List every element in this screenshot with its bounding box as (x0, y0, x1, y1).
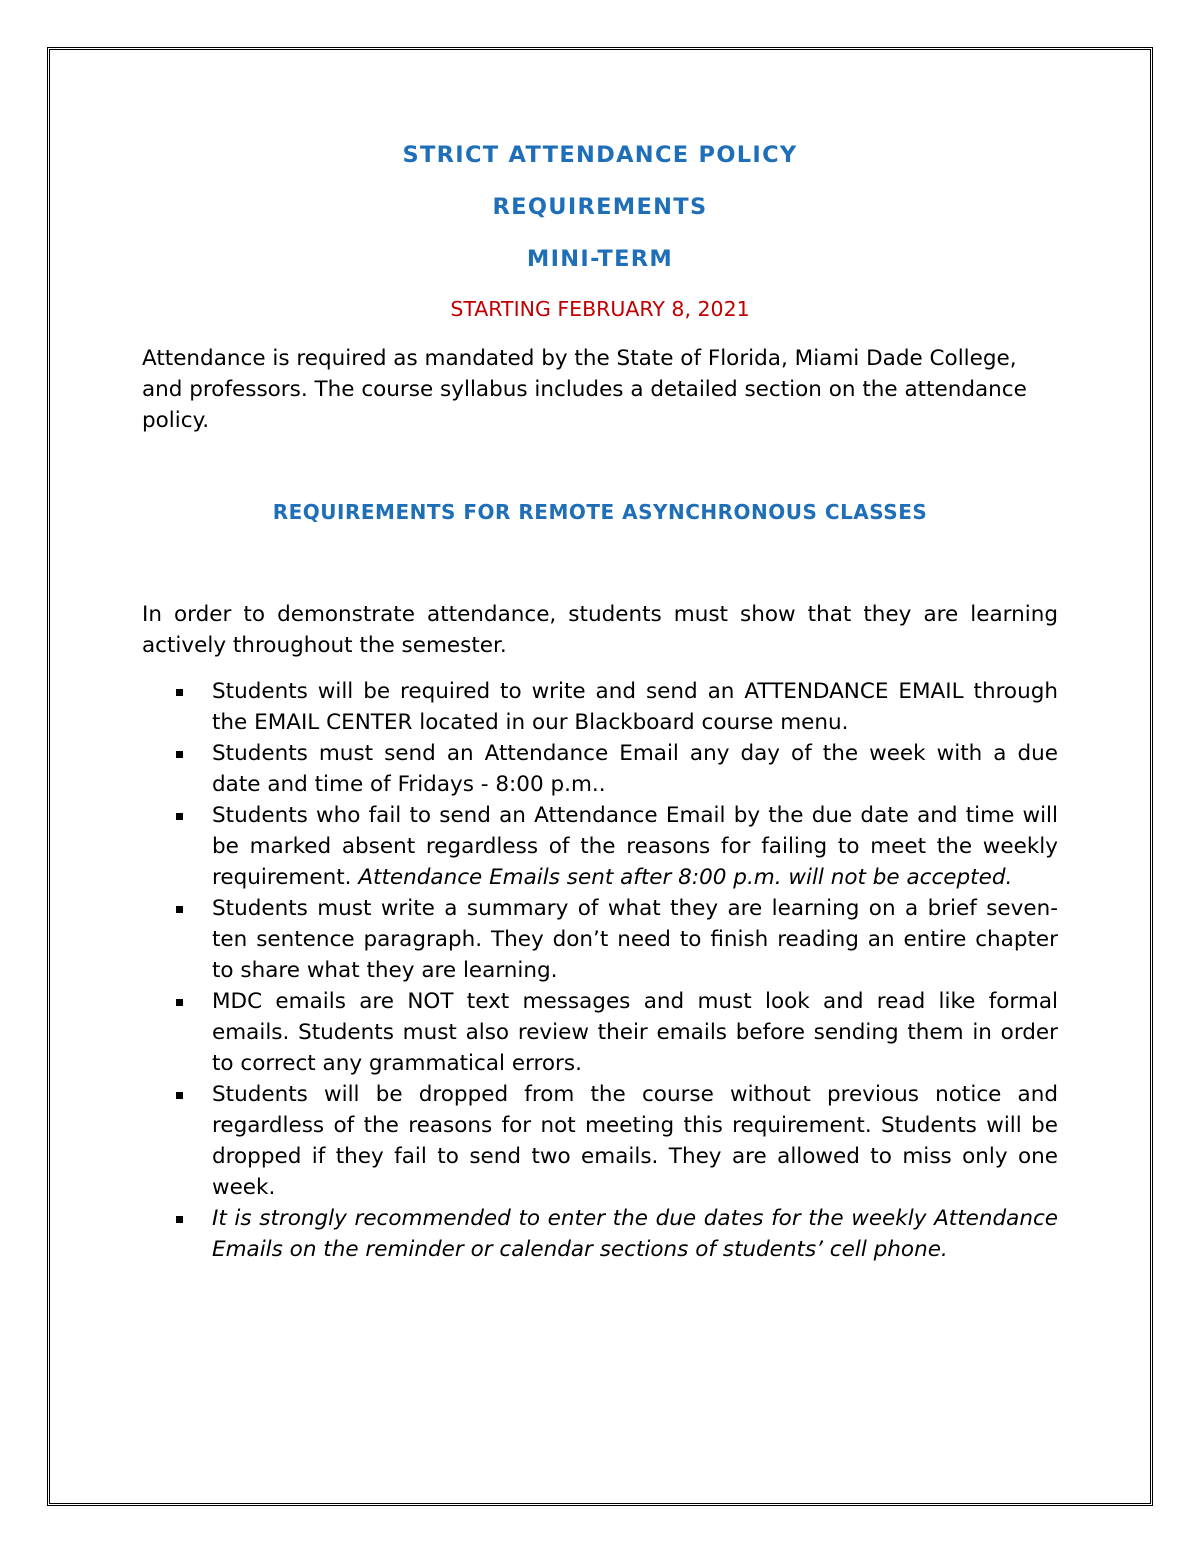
requirements-list (142, 676, 1058, 1265)
square-bullet-icon (176, 1216, 183, 1223)
square-bullet-icon (176, 999, 183, 1006)
requirement-item (142, 738, 1058, 800)
requirement-text: Students must write a summary of what they are learning on a brief seven-ten sentence paragraph. They don’t need to finish reading an entire chapter to share what they are learning. (212, 896, 1058, 983)
square-bullet-icon (176, 751, 183, 758)
requirement-text: Students must send an Attendance Email any day of the week with a due date and time of Fridays - 8:00 p.m.. (212, 741, 1058, 797)
requirement-item (142, 893, 1058, 986)
square-bullet-icon (176, 906, 183, 913)
requirement-text: Students who fail to send an Attendance Email by the due date and time will be marked absent regardless of the reasons for failing to meet the weekly requirement. (212, 803, 1058, 890)
square-bullet-icon (176, 1092, 183, 1099)
requirement-italic-note: Attendance Emails sent after 8:00 p.m. will not be accepted. (358, 865, 1013, 890)
section-heading: REQUIREMENTS FOR REMOTE ASYNCHRONOUS CLASSES (272, 500, 928, 524)
document-subtitle-term: MINI-TERM (526, 246, 674, 272)
requirement-item (142, 676, 1058, 738)
document-body (142, 140, 1058, 1265)
requirement-item (142, 1203, 1058, 1265)
document-subtitle-requirements: REQUIREMENTS (492, 194, 708, 220)
square-bullet-icon (176, 813, 183, 820)
intro-paragraph: Attendance is required as mandated by the State of Florida, Miami Dade College, and professors. The course syllabus includes a detailed section on the attendance policy. (142, 346, 1027, 433)
requirement-item (142, 1079, 1058, 1203)
square-bullet-icon (176, 689, 183, 696)
requirement-item (142, 800, 1058, 893)
requirement-text: Students will be dropped from the course without previous notice and regardless of the reasons for not meeting this requirement. Students will be dropped if they fail to send two emails. They are allowed to miss only one week. (212, 1082, 1058, 1200)
requirement-item (142, 986, 1058, 1079)
requirement-italic-text: It is strongly recommended to enter the due dates for the weekly Attendance Emails on the reminder or calendar sections of students’ cell phone. (212, 1206, 1058, 1262)
start-date: STARTING FEBRUARY 8, 2021 (450, 297, 750, 321)
requirement-text: MDC emails are NOT text messages and must look and read like formal emails. Students must also review their emails before sending them in order to correct any grammatical errors. (212, 989, 1058, 1076)
lead-paragraph: In order to demonstrate attendance, students must show that they are learning actively throughout the semester. (142, 602, 1058, 658)
document-title: STRICT ATTENDANCE POLICY (402, 142, 798, 168)
requirement-text: Students will be required to write and send an ATTENDANCE EMAIL through the EMAIL CENTER located in our Blackboard course menu. (212, 679, 1058, 735)
